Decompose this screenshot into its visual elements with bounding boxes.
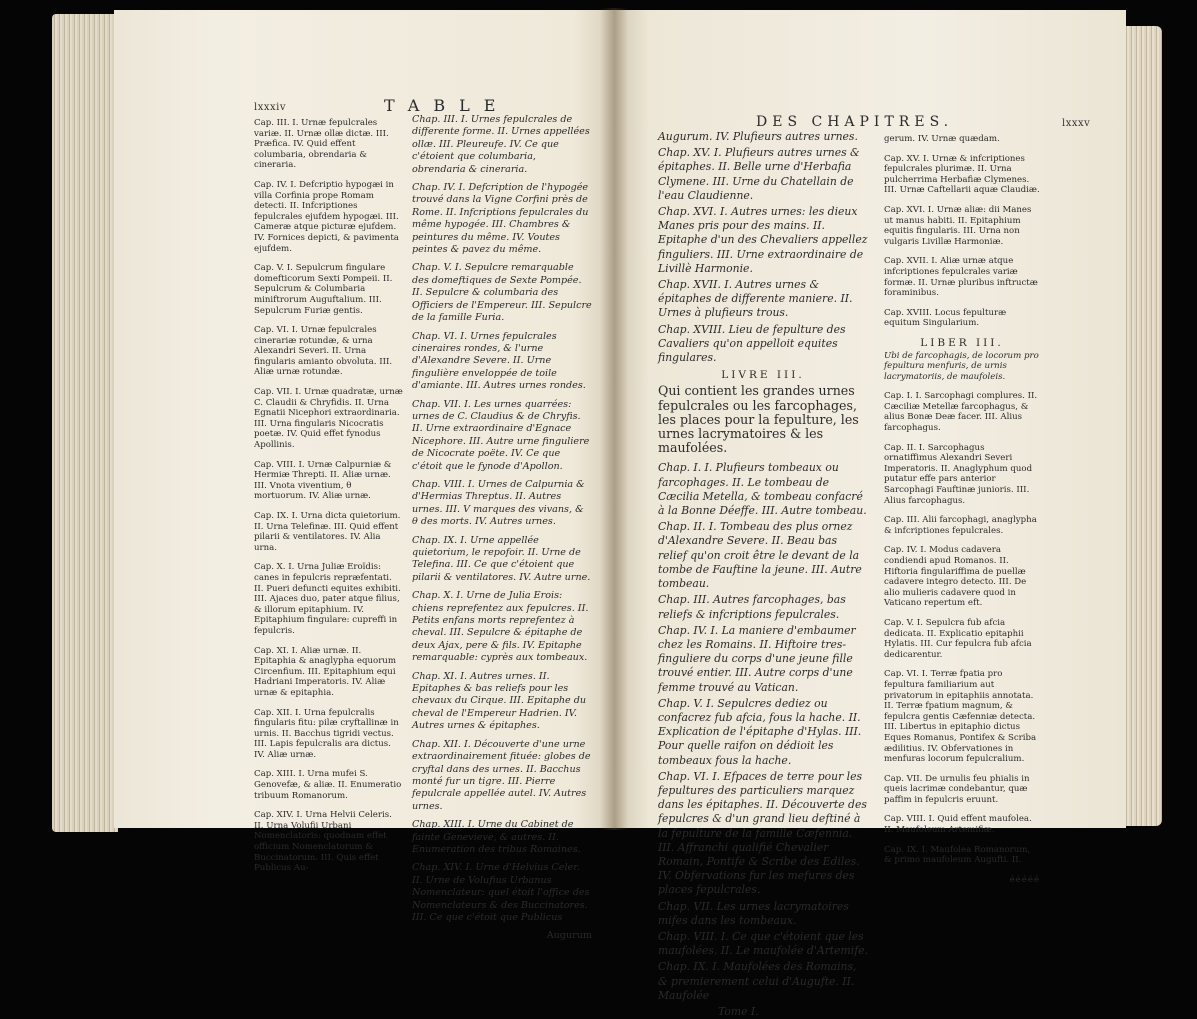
- toc-entry: Chap. XIV. I. Urne d'Helvius Celer. II. Urne de Volufius Urbanus Nomenclateur: quel étoit l'office des Nomenclateurs & des Buccinatores. III. Ce que c'étoit que Publicus: [412, 862, 590, 923]
- toc-entry: Cap. XI. I. Aliæ urnæ. II. Epitaphia & anaglypha equorum Circenfium. III. Epitaphium equi Hadriani Imperatoris. IV. Aliæ urnæ & epitaphia.: [254, 645, 396, 698]
- toc-entry: Augurum. IV. Plufieurs autres urnes.: [658, 130, 858, 143]
- toc-entry: Chap. XIII. I. Urne du Cabinet de fainte Genevieve, & autres. II. Enumeration des tribus Romaines.: [412, 819, 581, 855]
- open-book: [52, 8, 1162, 1018]
- liber-heading: LIBER III.: [920, 336, 1004, 349]
- toc-entry: Chap. VII. Les urnes lacrymatoires mifes dans les tombeaux.: [658, 899, 849, 927]
- right-page-heading: DES CHAPITRES.: [756, 114, 954, 130]
- toc-entry: Chap. XV. I. Plufieurs autres urnes & épitaphes. II. Belle urne d'Herbafia Clymene. III. Urne du Chatellain de l'eau Claudienne.: [658, 146, 860, 202]
- book-gutter: [600, 8, 628, 830]
- toc-entry: Chap. II. I. Tombeau des plus ornez d'Alexandre Severe. II. Beau bas relief qu'on croit être le devant de la tombe de Fauftine la jeune. III. Autre tombeau.: [658, 520, 862, 591]
- toc-entry: Chap. VI. I. Urnes fepulcrales cineraires rondes, & l'urne d'Alexandre Severe. II. Urne fingulière enveloppée de toile d'amiante. III. Autres urnes rondes.: [412, 330, 586, 392]
- left-page-edges: [52, 14, 118, 832]
- toc-entry: Chap. XI. I. Autres urnes. II. Epitaphes & bas reliefs pour les chevaux du Cirque. III. Epitaphe du cheval de l'Empereur Hadrien. IV. Autres urnes & épitaphes.: [412, 670, 587, 732]
- toc-entry: Chap. XII. I. Découverte d'une urne extraordinairement fituée: globes de cryftal dans des urnes. II. Bacchus monté fur un tigre. III. Pierre fepulcrale appellée autel. IV. Autres urnes.: [412, 738, 591, 812]
- toc-entry: Chap. VI. I. Efpaces de terre pour les fepultures des particuliers marquez dans les épitaphes. II. Découverte des fepulcres & d'un grand lieu deftiné à la fepulture de la famille Cæfennia. III. Affranchi qualifié Chevalier Romain, Pontife & Scribe des Ediles. IV. Obfervations fur les mefures des places fepulcrales.: [658, 769, 867, 897]
- toc-entry: Cap. V. I. Sepulcrum fingulare domefticorum Sexti Pompeii. II. Sepulcrum & Columbaria miniftrorum Auguftalium. III. Sepulcrum Furiæ gentis.: [254, 263, 393, 316]
- livre-intro: Qui contient les grandes urnes fepulcrales ou les farcophages, les places pour la fepulture, les urnes lacrymatoires & les maufolées.: [658, 383, 859, 456]
- signature-mark: ééééé: [1009, 874, 1040, 885]
- toc-entry: Cap. III. I. Urnæ fepulcrales variæ. II. Urnæ ollæ dictæ. III. Præfica. IV. Quid effent columbaria, obrendaria & cineraria.: [254, 118, 389, 171]
- right-page: [614, 10, 1126, 1018]
- toc-entry: Cap. VIII. I. Quid effent maufolea. II. Maufoleum Artemifiæ.: [884, 814, 1032, 836]
- toc-entry: Chap. V. I. Sepulcre remarquable des domeftiques de Sexte Pompée. II. Sepulcre & columbaria des Officiers de l'Empereur. III. Sepulcre de la famille Furia.: [412, 262, 592, 324]
- toc-entry: Chap. III. Autres farcophages, bas reliefs & infcriptions fepulcrales.: [658, 593, 846, 621]
- toc-entry: Chap. IV. I. Defcription de l'hypogée trouvé dans la Vigne Corfini près de Rome. II. Infcriptions fepulcrales du même hypogée. III. Chambres & peintures du même. IV. Voutes peintes & pavez du même.: [412, 182, 589, 256]
- toc-entry: Cap. III. Alii farcophagi, anaglypha & infcriptiones fepulcrales.: [884, 515, 1037, 536]
- french-column-right: [658, 130, 868, 1019]
- toc-entry: Chap. IX. I. Maufolées des Romains, & premierement celui d'Augufte. II. Maufolée: [658, 960, 857, 1002]
- latin-column-right: [884, 134, 1040, 885]
- toc-entry: Cap. XIV. I. Urna Helvii Celeris. II. Urna Volufii Urbani Nomenclatoris: quodnam effet officium Nomenclatorum & Buccinatorum. III. Quis effet Publicus Au-: [254, 810, 392, 874]
- toc-entry: Chap. III. I. Urnes fepulcrales de differente forme. II. Urnes appellées ollæ. III. Pleureufe. IV. Ce que c'étoient que columbaria, obrendaria & cineraria.: [412, 114, 590, 175]
- toc-entry: Cap. VI. I. Terræ fpatia pro fepultura familiarium aut privatorum in epitaphiis annotata. II. Terræ fpatium magnum, & fepulcra gentis Cæfenniæ detecta. III. Libertus in epitaphio dictus Eques Romanus, Pontifex & Scriba ædilitius. IV. Obfervationes in menfuras locorum fepulcralium.: [884, 669, 1037, 765]
- toc-entry: Cap. XVI. I. Urnæ aliæ: dii Manes ut manus habiti. II. Epitaphium equitis fingularis. III. Urna non vulgaris Livillæ Harmoniæ.: [884, 204, 1032, 247]
- toc-entry: Cap. XV. I. Urnæ & infcriptiones fepulcrales plurimæ. II. Urna pulcherrima Herbafiæ Clymenes. III. Urnæ Caftellarii aquæ Claudiæ.: [884, 153, 1040, 196]
- toc-entry: Cap. V. I. Sepulcra fub afcia dedicata. II. Explicatio epitaphii Hylatis. III. Cur fepulcra fub afcia dedicarentur.: [884, 617, 1032, 660]
- toc-entry: Cap. IV. I. Defcriptio hypogæi in villa Corfinia prope Romam detecti. II. Infcriptiones fepulcrales ejufdem hypogæi. III. Cameræ atque picturæ ejufdem. IV. Fornices depicti, & pavimenta ejufdem.: [254, 179, 399, 254]
- right-page-number: lxxxv: [1062, 118, 1091, 129]
- toc-entry: gerum. IV. Urnæ quædam.: [884, 134, 1000, 144]
- toc-entry: Cap. X. I. Urna Juliæ Eroïdis: canes in fepulcris repræfentati. II. Pueri defuncti equites exhibiti. III. Ajaces duo, pater atque filius, & illorum epitaphium. IV. Epitaphium fingulare: cupreffi in fepulcris.: [254, 562, 401, 636]
- toc-entry: Cap. IX. I. Maufolea Romanorum, & primo maufoleum Augufti. II.: [884, 844, 1031, 866]
- left-page: [114, 10, 614, 942]
- right-page-edges: [1124, 26, 1162, 826]
- toc-entry: Cap. IV. I. Modus cadavera condiendi apud Romanos. II. Hiftoria fingulariffima de puellæ cadavere integro detecto. III. De alio mulieris cadavere quod in Vaticano repertum eft.: [884, 545, 1027, 609]
- tome-label: Tome I.: [718, 1004, 759, 1018]
- french-column-left: [412, 114, 592, 943]
- toc-entry: Cap. VIII. I. Urnæ Calpurniæ & Hermiæ Threpti. II. Aliæ urnæ. III. Vnota viventium, θ mortuorum. IV. Aliæ urnæ.: [254, 459, 392, 502]
- catchword: Augurum: [546, 930, 592, 942]
- toc-entry: Chap. X. I. Urne de Julia Erois: chiens reprefentez aux fepulcres. II. Petits enfans morts reprefentez à cheval. III. Sepulcre & épitaphe de deux Ajax, pere & fils. IV. Epitaphe remarquable: cyprès aux tombeaux.: [412, 590, 589, 664]
- toc-entry: Cap. XVIII. Locus fepulturæ equitum Singularium.: [884, 307, 1007, 329]
- toc-entry: Cap. II. I. Sarcophagus ornatiffimus Alexandri Severi Imperatoris. II. Anaglyphum quod putatur effe pars anterior Sarcophagi Fauftinæ junioris. III. Alius farcophagus.: [884, 442, 1033, 506]
- toc-entry: Chap. VIII. I. Ce que c'étoient que les maufolées. II. Le maufolée d'Artemife.: [658, 929, 869, 958]
- toc-entry: Cap. XII. I. Urna fepulcralis fingularis fitu: pilæ cryftallinæ in urnis. II. Bacchus tigridi vectus. III. Lapis fepulcralis ara dictus. IV. Aliæ urnæ.: [254, 707, 399, 760]
- left-page-heading: TABLE: [384, 96, 510, 115]
- toc-entry: Cap. IX. I. Urna dicta quietorium. II. Urna Telefinæ. III. Quid effent pilarii & ventilatores. IV. Alia urna.: [254, 511, 401, 553]
- toc-entry: Chap. XVII. I. Autres urnes & épitaphes de differente maniere. II. Urnes à plufieurs trous.: [658, 278, 853, 320]
- toc-entry: Cap. VII. I. Urnæ quadratæ, urnæ C. Claudii & Chryfidis. II. Urna Egnatii Nicephori extraordinaria. III. Urna fingularis Nicocratis poetæ. IV. Quid effet fynodus Apollinis.: [254, 387, 403, 451]
- toc-entry: Cap. VII. De urnulis feu phialis in queis lacrimæ condebantur, quæ paffim in fepulcris eruunt.: [884, 773, 1030, 805]
- toc-entry: Chap. I. I. Plufieurs tombeaux ou farcophages. II. Le tombeau de Cæcilia Metella, & tombeau confacré à la Bonne Déeffe. III. Autre tombeau.: [658, 461, 867, 518]
- toc-entry: Cap. VI. I. Urnæ fepulcrales cinerariæ rotundæ, & urna Alexandri Severi. II. Urna fingularis amianto obvoluta. III. Aliæ urnæ rotundæ.: [254, 325, 393, 378]
- toc-entry: Chap. IV. I. La maniere d'embaumer chez les Romains. II. Hiftoire tres-finguliere du corps d'une jeune fille trouvé entier. III. Autre corps d'une femme trouvé au Vatican.: [658, 623, 856, 694]
- livre-heading: LIVRE III.: [721, 369, 805, 382]
- toc-entry: Cap. I. I. Sarcophagi complures. II. Cæciliæ Metellæ farcophagus, & alius Bonæ Deæ facer. III. Alius farcophagus.: [884, 391, 1038, 434]
- toc-entry: Chap. VII. I. Les urnes quarrées: urnes de C. Claudius & de Chryfis. II. Urne extraordinaire d'Egnace Nicephore. III. Autre urne finguliere de Nicocrate poëte. IV. Ce que c'étoit que le fynode d'Apollon.: [412, 398, 590, 472]
- toc-entry: Chap. IX. I. Urne appellée quietorium, le repofoir. II. Urne de Telefina. III. Ce que c'étoient que pilarii & ventilatores. IV. Autre urne.: [412, 534, 591, 583]
- liber-intro: Ubi de farcophagis, de locorum pro fepultura menfuris, de urnis lacrymatoriis, de maufoleis.: [884, 350, 1039, 382]
- latin-column-left: [254, 118, 404, 883]
- left-page-number: lxxxiv: [254, 102, 286, 113]
- toc-entry: Chap. XVIII. Lieu de fepulture des Cavaliers qu'on appelloit equites fingulares.: [658, 322, 846, 365]
- toc-entry: Cap. XVII. I. Aliæ urnæ atque infcriptiones fepulcrales variæ formæ. II. Urnæ pluribus inftructæ foraminibus.: [884, 256, 1038, 299]
- toc-entry: Cap. XIII. I. Urna mufei S. Genovefæ, & aliæ. II. Enumeratio tribuum Romanorum.: [254, 769, 402, 801]
- toc-entry: Chap. XVI. I. Autres urnes: les dieux Manes pris pour des mains. II. Epitaphe d'un des Chevaliers appellez finguliers. III. Urne extraordinaire de Livillè Harmonie.: [658, 205, 868, 275]
- toc-entry: Chap. VIII. I. Urnes de Calpurnia & d'Hermias Threptus. II. Autres urnes. III. V marques des vivans, & θ des morts. IV. Autres urnes.: [412, 478, 585, 528]
- toc-entry: Chap. V. I. Sepulcres dediez ou confacrez fub afcia, fous la hache. II. Explication de l'épitaphe d'Hylas. III. Pour quelle raifon on dédioit les tombeaux fous la hache.: [658, 696, 862, 767]
